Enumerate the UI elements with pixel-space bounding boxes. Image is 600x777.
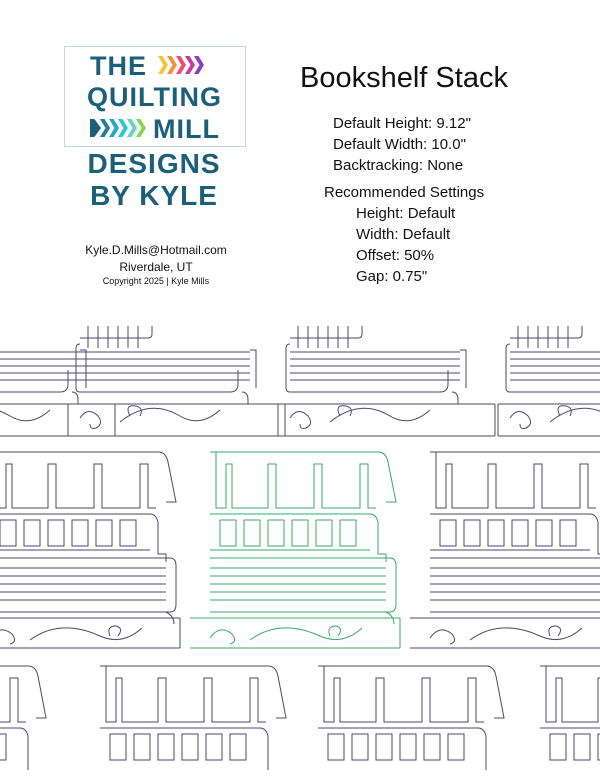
- logo-arrow-icon: [185, 56, 195, 74]
- big-book-bottom: [430, 558, 600, 612]
- big-book-window: [48, 520, 64, 546]
- book-top: [510, 326, 582, 338]
- spec-default-width: Default Width: 10.0": [333, 136, 466, 153]
- contact-copyright: Copyright 2025 | Kyle Mills: [102, 276, 210, 286]
- low-book-top: [540, 666, 600, 718]
- logo-arrow-icon: [176, 56, 186, 74]
- book-body: [0, 344, 68, 392]
- book-curl: [242, 392, 248, 404]
- rec-offset: Offset: 50%: [356, 247, 435, 264]
- logo-text-by-kyle: BY KYLE: [90, 180, 218, 211]
- spec-backtracking: Backtracking: None: [333, 157, 464, 174]
- logo-arrows-top: [158, 56, 203, 74]
- low-book-window: [158, 734, 174, 760]
- big-book-window: [24, 520, 40, 546]
- wave-divider: [0, 404, 115, 436]
- big-book-spines: [216, 452, 376, 508]
- logo-arrow-icon: [109, 119, 119, 137]
- big-book-mid: [0, 514, 166, 562]
- design-title: Bookshelf Stack: [300, 62, 508, 94]
- recommended-heading: Recommended Settings: [324, 184, 485, 201]
- wave-border: [498, 404, 600, 436]
- low-book-spines: [324, 666, 484, 722]
- big-book-window: [512, 520, 528, 546]
- low-book-window: [110, 734, 126, 760]
- rec-gap: Gap: 0.75": [356, 268, 428, 285]
- logo-text-quilting: QUILTING: [87, 82, 222, 112]
- logo-arrow-icon: [194, 56, 204, 74]
- big-book-bottom: [210, 558, 396, 612]
- logo-text-designs: DESIGNS: [87, 148, 221, 179]
- low-book-window: [352, 734, 368, 760]
- big-book-spines: [436, 452, 596, 508]
- contact-email[interactable]: Kyle.D.Mills@Hotmail.com: [85, 243, 227, 257]
- low-book-window: [424, 734, 440, 760]
- book-top: [290, 326, 362, 338]
- wave-divider: [498, 404, 600, 436]
- big-book-window: [292, 520, 308, 546]
- low-book-spines: [106, 666, 266, 722]
- logo-arrows-bottom: [90, 119, 145, 137]
- low-book-top: [0, 666, 46, 718]
- logo-arrow-icon: [127, 119, 137, 137]
- low-book-window: [376, 734, 392, 760]
- low-book-window: [134, 734, 150, 760]
- big-book-window: [0, 520, 16, 546]
- wave-scroll: [0, 406, 50, 429]
- big-book-window: [72, 520, 88, 546]
- low-book-window: [230, 734, 246, 760]
- big-book-bottom: [0, 558, 176, 612]
- logo-arrow-icon: [90, 119, 101, 137]
- book-curl: [452, 392, 458, 404]
- wave-border: [0, 404, 115, 436]
- big-book-window: [120, 520, 136, 546]
- wave-scroll: [80, 406, 220, 429]
- book-spine-lines: [298, 326, 348, 348]
- low-book-mid: [540, 728, 600, 770]
- logo-box: [64, 46, 246, 147]
- rec-height: Height: Default: [356, 205, 456, 222]
- wave-scroll: [290, 406, 430, 429]
- low-book-window: [206, 734, 222, 760]
- low-book-spines: [546, 666, 600, 722]
- big-wave-border: [0, 618, 180, 648]
- logo-arrow-icon: [136, 119, 146, 137]
- low-book-window: [0, 734, 6, 760]
- book-top: [80, 326, 152, 338]
- logo-arrow-icon: [158, 56, 168, 74]
- low-book-window: [182, 734, 198, 760]
- big-book-window: [268, 520, 284, 546]
- logo-arrow-icon: [100, 119, 110, 137]
- big-book-window: [340, 520, 356, 546]
- pattern-preview: [0, 318, 600, 777]
- book-edge: [460, 350, 466, 388]
- contact-location: Riverdale, UT: [119, 260, 193, 274]
- low-book-window: [550, 734, 566, 760]
- big-wave-border: [410, 618, 600, 648]
- big-book-window: [96, 520, 112, 546]
- low-book-window: [448, 734, 464, 760]
- big-wave-border: [190, 618, 400, 648]
- big-wave-scroll: [430, 626, 582, 644]
- big-book-window: [220, 520, 236, 546]
- logo-arrow-icon: [118, 119, 128, 137]
- big-book-window: [560, 520, 576, 546]
- big-book-window: [464, 520, 480, 546]
- big-book-window: [488, 520, 504, 546]
- book-body: [76, 344, 238, 392]
- low-book-spines: [0, 666, 26, 722]
- book-spine-lines: [88, 326, 138, 348]
- big-book-top: [430, 452, 600, 502]
- big-book-window: [244, 520, 260, 546]
- book-body: [286, 344, 448, 392]
- logo-arrow-icon: [167, 56, 177, 74]
- big-book-window: [536, 520, 552, 546]
- big-book-window: [316, 520, 332, 546]
- book-curl: [72, 392, 78, 404]
- book-spine-lines: [518, 326, 568, 348]
- big-wave-scroll: [0, 626, 142, 644]
- book-edge: [80, 350, 86, 388]
- low-book-window: [328, 734, 344, 760]
- big-book-window: [440, 520, 456, 546]
- book-edge: [250, 350, 256, 388]
- low-book-window: [574, 734, 590, 760]
- book-body: [506, 344, 600, 392]
- wave-scroll: [510, 406, 600, 429]
- spec-default-height: Default Height: 9.12": [333, 115, 471, 132]
- logo-text-the: THE: [90, 51, 147, 81]
- big-book-spines: [0, 452, 156, 508]
- big-book-top: [0, 452, 176, 502]
- low-book-window: [400, 734, 416, 760]
- big-wave-scroll: [210, 626, 362, 644]
- logo-text-mill: MILL: [153, 114, 220, 144]
- rec-width: Width: Default: [356, 226, 451, 243]
